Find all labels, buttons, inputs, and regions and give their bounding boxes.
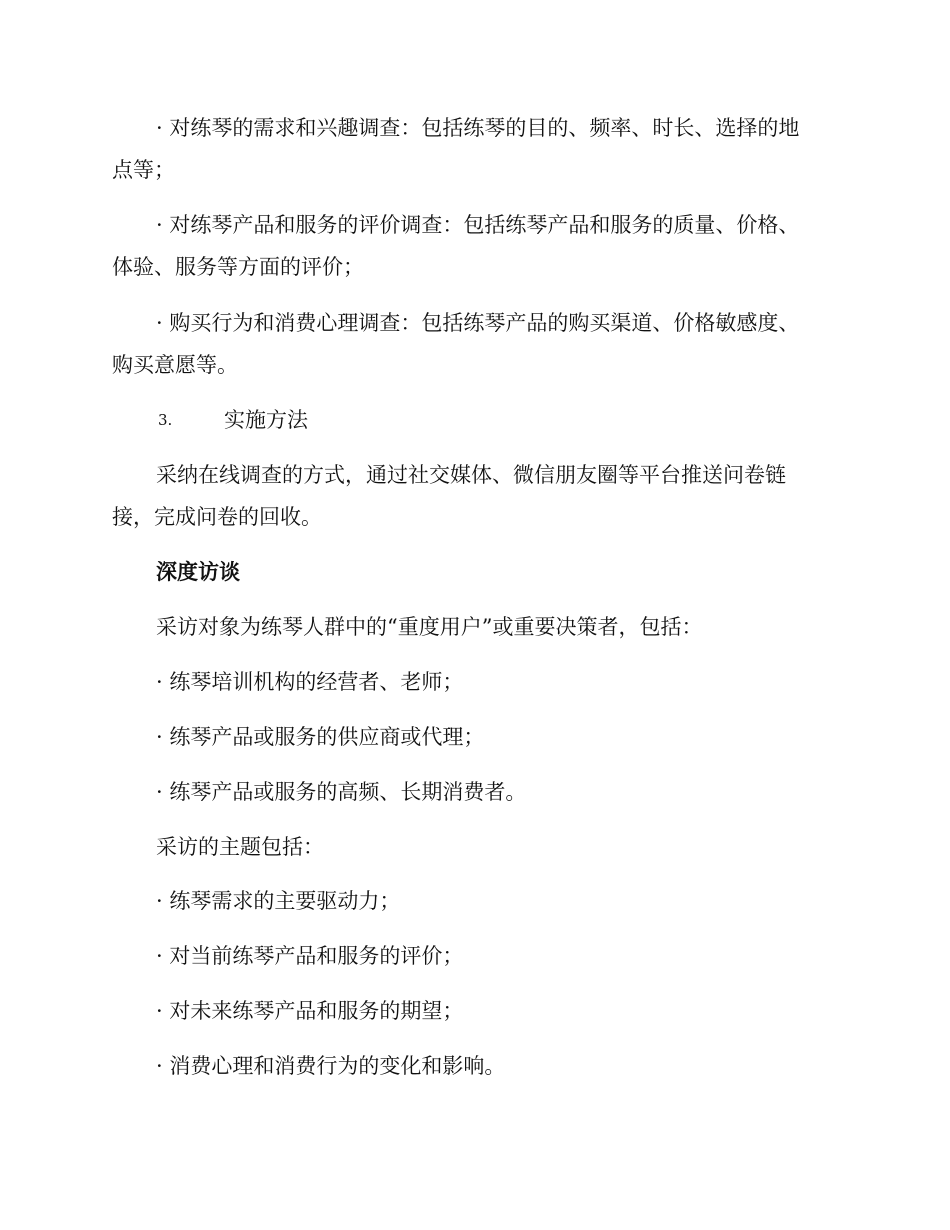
- method-line-2: 接，完成问卷的回收。: [112, 505, 322, 529]
- survey-item-3-line-1: · 购买行为和消费心理调查：包括练琴产品的购买渠道、价格敏感度、: [156, 311, 800, 335]
- topics-intro: 采访的主题包括：: [156, 835, 324, 859]
- survey-item-1-line-2: 点等；: [112, 158, 175, 182]
- topic-item-1: · 练琴需求的主要驱动力；: [156, 889, 401, 913]
- topic-item-4: · 消费心理和消费行为的变化和影响。: [156, 1054, 506, 1078]
- section-number: 3.: [158, 411, 173, 429]
- interviewee-item-1: · 练琴培训机构的经营者、老师；: [156, 670, 464, 694]
- survey-item-3-line-2: 购买意愿等。: [112, 353, 238, 377]
- interviewee-item-2: · 练琴产品或服务的供应商或代理；: [156, 725, 485, 749]
- interview-heading: 深度访谈: [156, 559, 240, 584]
- interviewee-item-3: · 练琴产品或服务的高频、长期消费者。: [156, 780, 527, 804]
- survey-item-1-line-1: · 对练琴的需求和兴趣调查：包括练琴的目的、频率、时长、选择的地: [156, 116, 800, 140]
- method-line-1: 采纳在线调查的方式，通过社交媒体、微信朋友圈等平台推送问卷链: [156, 463, 786, 487]
- interview-intro: 采访对象为练琴人群中的“重度用户”或重要决策者，包括：: [156, 615, 703, 639]
- survey-item-2-line-2: 体验、服务等方面的评价；: [112, 255, 364, 279]
- topic-item-3: · 对未来练琴产品和服务的期望；: [156, 999, 464, 1023]
- topic-item-2: · 对当前练琴产品和服务的评价；: [156, 944, 464, 968]
- survey-item-2-line-1: · 对练琴产品和服务的评价调查：包括练琴产品和服务的质量、价格、: [156, 213, 800, 237]
- section-title: 实施方法: [224, 408, 308, 432]
